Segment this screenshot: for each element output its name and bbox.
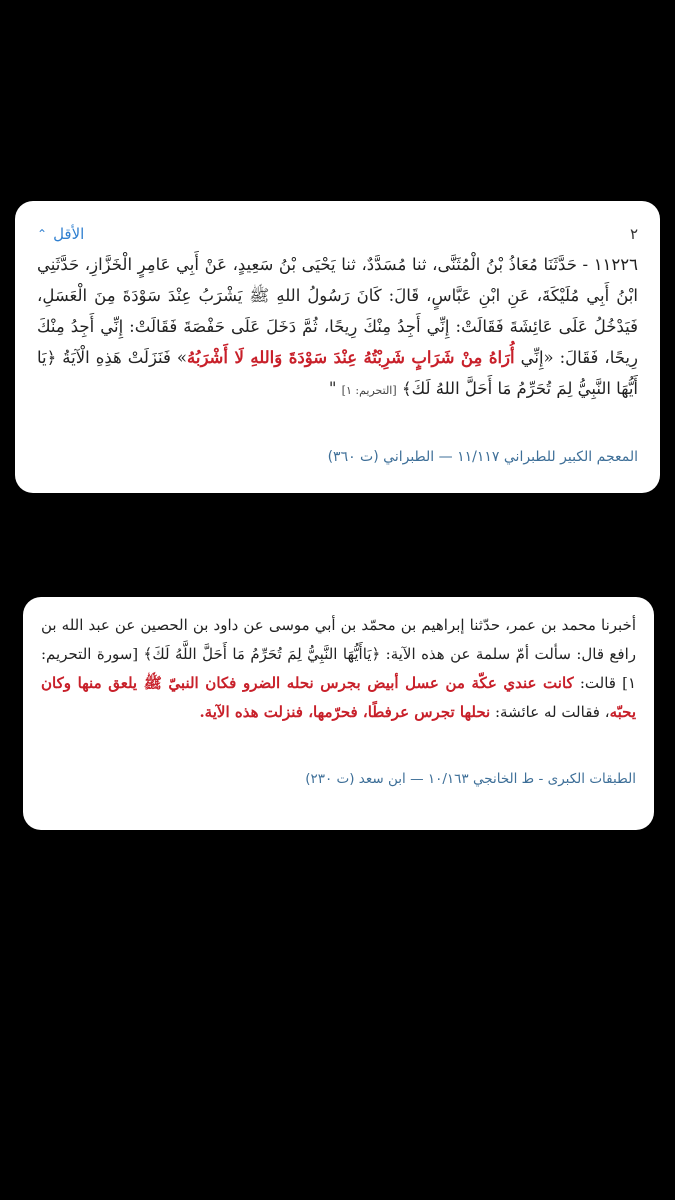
card-header — [37, 221, 638, 247]
show-less-label: الأقل — [53, 225, 85, 243]
hadith-text-part: أخبرنا محمد بن عمر، حدّثنا إبراهيم بن محمّد بن أبي موسى عن داود بن الحصين عن عبد الله بن رافع قال: سألت أمّ سلمة عن هذه الآية: ﴿يَاأَيُّهَا النَّبِيُّ لِمَ تُحَرِّمُ مَا أَحَلَّ اللَّهُ لَكَ﴾ [سورة التحريم: ١] قالت: — [41, 616, 636, 692]
hadith-card-ibn-saad — [23, 597, 654, 830]
source-citation-link[interactable]: الطبقات الكبرى - ط الخانجي ١٠/١٦٣ — ابن سعد (ت ٢٣٠) — [305, 771, 636, 787]
hadith-highlight: كانت عندي عكّة من عسل أبيض بجرس نحله الضرو فكان النبيّ ﷺ يلعق منها وكان يحبّه — [41, 674, 636, 721]
hadith-text — [37, 249, 638, 435]
hadith-highlight: نحلها تجرس عرفطًا، فحرّمها، فنزلت هذه الآية. — [199, 703, 491, 721]
hadith-card-tabarani — [15, 201, 660, 493]
show-less-button[interactable] — [37, 225, 84, 243]
hadith-text-part: » فَنَزَلَتْ هَذِهِ الْآيَةُ ﴿يَا أَيُّهَا النَّبِيُّ لِمَ تُحَرِّمُ مَا أَحَلَّ اللهُ لَكَ﴾ — [37, 348, 638, 398]
hadith-text — [41, 611, 636, 761]
hadith-text-part: ١١٢٢٦ - حَدَّثَنَا مُعَاذُ بْنُ الْمُثَنَّى، ثنا مُسَدَّدٌ، ثنا يَحْيَى بْنُ سَعِيدٍ، عَنْ أَبِي عَامِرٍ الْخَزَّازِ، حَدَّثَنِي ابْنُ أَبِي مُلَيْكَةَ، عَنِ ابْنِ عَبَّاسٍ، قَالَ: كَانَ رَسُولُ اللهِ ﷺ يَشْرَبُ عِنْدَ سَوْدَةَ مِنَ الْعَسَلِ، فَيَدْخُلُ عَلَى عَائِشَةَ فَقَالَتْ: إِنِّي أَجِدُ مِنْكَ رِيحًا، ثُمَّ دَخَلَ عَلَى حَفْصَةَ فَقَالَتْ: إِنِّي أَجِدُ مِنْكَ رِيحًا، فَقَالَ: «إِنِّي — [37, 255, 638, 367]
hadith-text-part: ، فقالت له عائشة: — [495, 703, 610, 721]
hadith-highlight: أُرَاهُ مِنْ شَرَابٍ شَرِبْتُهُ عِنْدَ سَوْدَةَ وَاللهِ لَا أَشْرَبُهُ — [187, 348, 515, 367]
quran-reference: [التحريم: ١] — [341, 384, 397, 397]
page-number: ٢ — [629, 225, 638, 243]
source-citation-link[interactable]: المعجم الكبير للطبراني ١١/١١٧ — الطبراني (ت ٣٦٠) — [327, 449, 638, 465]
hadith-text-end: " — [328, 379, 342, 398]
chevron-up-icon: ⌃ — [37, 227, 48, 241]
